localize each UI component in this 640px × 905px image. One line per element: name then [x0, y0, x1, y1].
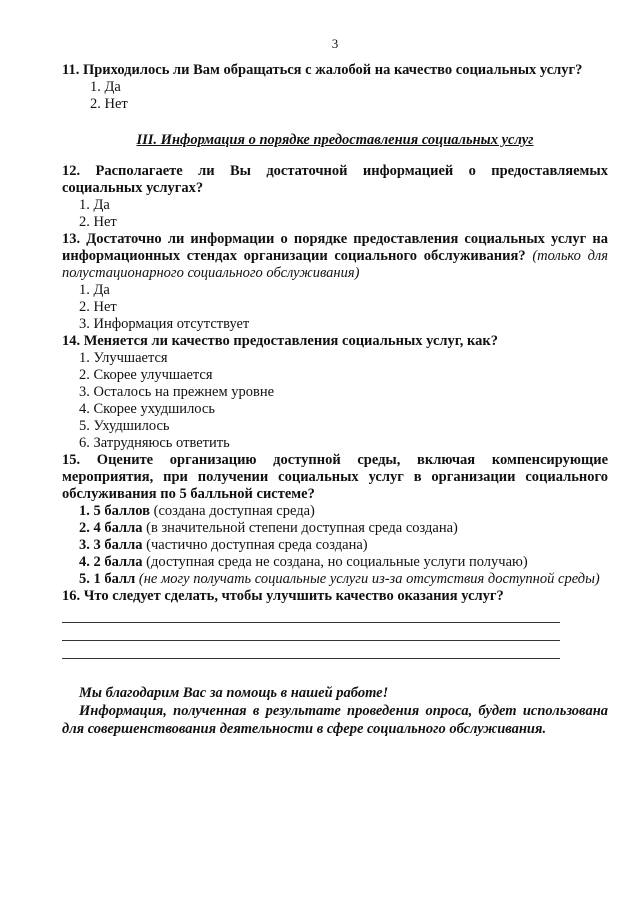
- answer-line[interactable]: [62, 623, 560, 641]
- question-13: [62, 231, 608, 282]
- question-13-text: 13. Достаточно ли информации о порядке предоставления социальных услуг на информационных стендах организации социального обслуживания?: [62, 231, 608, 264]
- option-item: 5. Ухудшилось: [79, 418, 170, 434]
- score-option: [62, 537, 608, 554]
- score-option: [62, 571, 608, 588]
- score-label: 3. 3 балла: [79, 537, 143, 553]
- option-item: 4. Скорее ухудшилось: [79, 401, 215, 417]
- question-14: 14. Меняется ли качество предоставления социальных услуг, как?: [62, 333, 498, 349]
- question-15-options: [62, 503, 608, 588]
- question-12: 12. Располагаете ли Вы достаточной информацией о предоставляемых социальных услугах?: [62, 163, 608, 196]
- question-12-options: [62, 197, 608, 231]
- question-13-note: (только для полустационарного социального обслуживания): [62, 248, 608, 281]
- answer-line[interactable]: [62, 641, 560, 659]
- score-description: (создана доступная среда): [153, 503, 315, 519]
- option-item: 1. Да: [79, 197, 110, 213]
- answer-line[interactable]: [62, 605, 560, 623]
- question-14-options: [62, 350, 608, 452]
- option-item: 2. Нет: [79, 214, 117, 230]
- option-item: 1. Улучшается: [79, 350, 168, 366]
- option-item: 2. Нет: [79, 299, 117, 315]
- question-13-options: [62, 282, 608, 333]
- option-item: 2. Скорее улучшается: [79, 367, 213, 383]
- option-item: 1. Да: [79, 282, 110, 298]
- info-text: Информация, полученная в результате проведения опроса, будет использована для совершенствования деятельности в сфере социального обслуживания.: [62, 703, 608, 737]
- score-description: (частично доступная среда создана): [146, 537, 368, 553]
- question-11-options: [62, 79, 608, 113]
- score-label: 4. 2 балла: [79, 554, 143, 570]
- page-number: 3: [331, 36, 339, 51]
- score-option: [62, 503, 608, 520]
- score-label: 5. 1 балл: [79, 571, 136, 587]
- option-item: 2. Нет: [90, 96, 128, 112]
- question-16: 16. Что следует сделать, чтобы улучшить качество оказания услуг?: [62, 588, 504, 604]
- question-15: 15. Оцените организацию доступной среды, включая компенсирующие мероприятия, при получении социальных услуг в организации социального обслуживания по 5 балльной системе?: [62, 452, 608, 502]
- score-description: (не могу получать социальные услуги из-за отсутствия доступной среды): [138, 571, 600, 587]
- score-option: [62, 520, 608, 537]
- section-title: III. Информация о порядке предоставления социальных услуг: [136, 132, 534, 148]
- option-item: 3. Осталось на прежнем уровне: [79, 384, 275, 400]
- score-label: 2. 4 балла: [79, 520, 143, 536]
- option-item: 1. Да: [90, 79, 121, 95]
- score-description: (в значительной степени доступная среда создана): [146, 520, 458, 536]
- option-item: 3. Информация отсутствует: [79, 316, 250, 332]
- score-label: 1. 5 баллов: [79, 503, 150, 519]
- thanks-text: Мы благодарим Вас за помощь в нашей работе!: [79, 685, 389, 701]
- option-item: 6. Затрудняюсь ответить: [79, 435, 230, 451]
- score-option: [62, 554, 608, 571]
- question-11: 11. Приходилось ли Вам обращаться с жалобой на качество социальных услуг?: [62, 62, 583, 78]
- document-page: [62, 36, 608, 738]
- score-description: (доступная среда не создана, но социальные услуги получаю): [146, 554, 528, 570]
